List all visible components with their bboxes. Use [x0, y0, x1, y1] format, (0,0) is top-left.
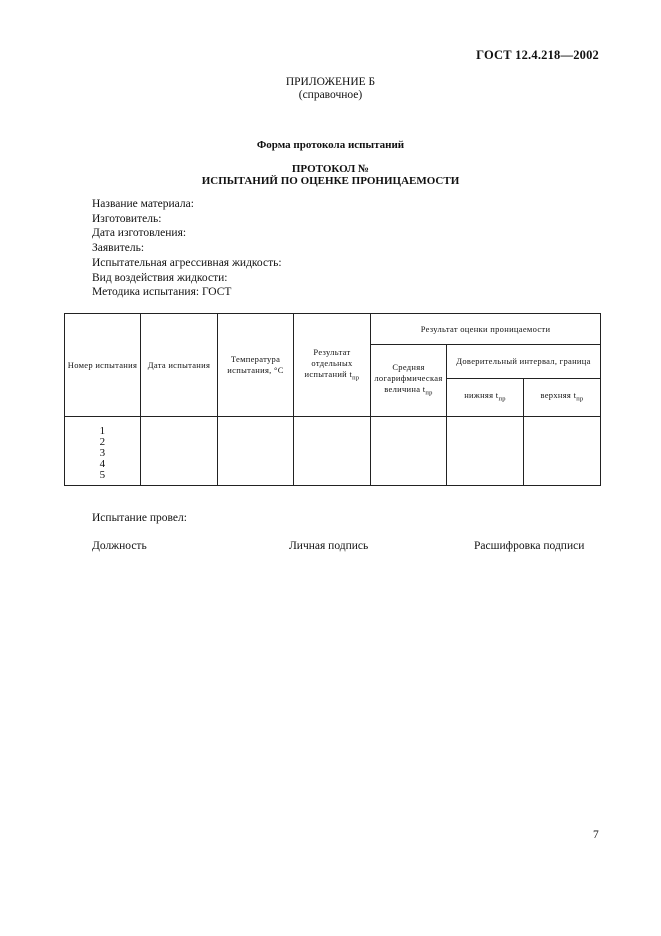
row-number: 1: [99, 425, 106, 437]
mean-value-cell: [371, 417, 447, 486]
form-title: Форма протокола испытаний: [256, 139, 405, 151]
protocol-subtitle: ИСПЫТАНИЙ ПО ОЦЕНКЕ ПРОНИЦАЕМОСТИ: [201, 175, 460, 187]
header-confidence-interval: Доверительный интервал, граница: [447, 345, 601, 379]
conducted-by-label: Испытание провел:: [92, 512, 187, 524]
header-upper-bound: верхняя $t_{пр}$: [524, 379, 601, 417]
header-temperature: Температура испытания, °С: [218, 314, 294, 417]
page-number: 7: [593, 829, 599, 841]
field-material: Название материала:: [92, 198, 194, 210]
protocol-title: ПРОТОКОЛ №: [291, 163, 370, 175]
field-manufacturer: Изготовитель:: [92, 212, 162, 225]
protocol-heading: [0, 163, 661, 187]
temperature-cell: [218, 417, 294, 486]
protocol-fields: [92, 197, 282, 300]
row-number: 2: [99, 436, 106, 448]
appendix-title: ПРИЛОЖЕНИЕ Б: [285, 76, 376, 88]
appendix-heading: [0, 76, 661, 102]
position-label: Должность: [92, 540, 147, 552]
header-mean-log-value: Средняя логарифмическая величина $t_{пр}$: [371, 345, 447, 417]
signature-decoding-label: Расшифровка подписи: [474, 540, 585, 552]
row-number: 5: [99, 469, 106, 481]
header-test-date: Дата испытания: [141, 314, 218, 417]
date-cell: [141, 417, 218, 486]
row-number: 4: [99, 458, 106, 470]
upper-bound-cell: [524, 417, 601, 486]
header-lower-bound: нижняя $t_{пр}$: [447, 379, 524, 417]
row-number: 3: [99, 447, 106, 459]
header-individual-result: Результат отдельных испытаний $t_{пр}$: [294, 314, 371, 417]
field-manufacture-date: Дата изготовления:: [92, 227, 187, 240]
header-test-number: Номер испытания: [65, 314, 141, 417]
header-assessment: Результат оценки проницаемости: [371, 314, 601, 345]
lower-bound-cell: [447, 417, 524, 486]
protocol-table: [64, 313, 601, 486]
appendix-subtitle: (справочное): [298, 89, 363, 101]
document-code: ГОСТ 12.4.218—2002: [476, 48, 599, 62]
field-applicant: Заявитель:: [92, 242, 145, 255]
field-exposure-type: Вид воздействия жидкости:: [92, 271, 228, 284]
individual-result-cell: [294, 417, 371, 486]
test-number-cell: [65, 417, 141, 486]
field-test-liquid: Испытательная агрессивная жидкость:: [92, 256, 282, 269]
personal-signature-label: Личная подпись: [289, 540, 369, 552]
field-method: Методика испытания: ГОСТ: [92, 286, 232, 299]
